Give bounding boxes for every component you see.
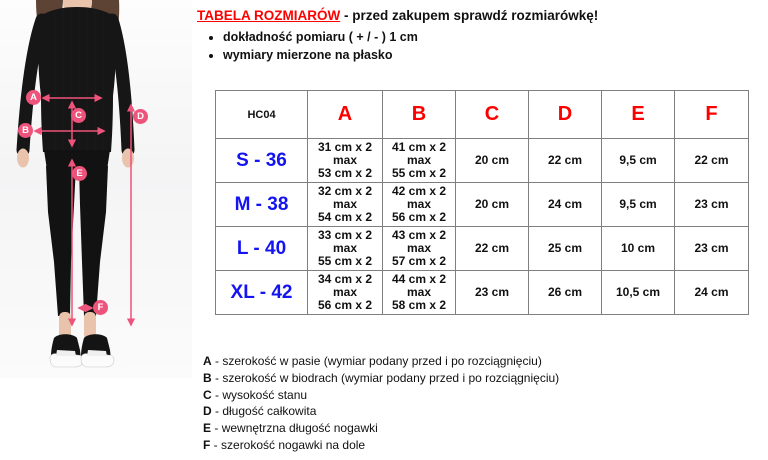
column-letter-f: F: [675, 91, 749, 139]
table-row: [216, 139, 749, 183]
value-cell-e: [602, 271, 675, 315]
column-letter-e: E: [602, 91, 675, 139]
cell-line: 23 cm: [694, 241, 729, 255]
cell-line: 53 cm x 2: [317, 166, 373, 180]
header-bullets: [197, 30, 762, 62]
size-table-wrap: [215, 90, 749, 315]
measure-badge-d: D: [133, 109, 148, 124]
model-photo: [0, 0, 192, 378]
legend-row-f: [203, 437, 559, 454]
cell-line: 22 cm: [547, 153, 583, 167]
cell-line: max: [406, 241, 432, 255]
size-table: [215, 90, 749, 315]
legend-desc: szerokość nogawki na dole: [221, 437, 366, 452]
legend-separator: -: [211, 404, 223, 419]
value-cell-d: [529, 271, 602, 315]
cell-line: 20 cm: [474, 197, 510, 211]
value-cell-b: [383, 139, 456, 183]
value-cell-e: [602, 183, 675, 227]
value-cell-c: [456, 271, 529, 315]
value-cell-f: [675, 139, 749, 183]
value-cell-d: [529, 183, 602, 227]
value-cell-a: [308, 227, 383, 271]
cell-line: 26 cm: [547, 285, 583, 299]
legend-letter: B: [203, 370, 212, 385]
legend-separator: -: [211, 354, 223, 368]
table-head: [216, 91, 749, 139]
column-letter-c: C: [456, 91, 529, 139]
value-cell-a: [308, 139, 383, 183]
cell-line: 42 cm x 2: [391, 184, 447, 198]
table-row: [216, 227, 749, 271]
cell-line: 43 cm x 2: [391, 228, 447, 242]
model-code-cell: HC04: [216, 91, 308, 139]
cell-line: 23 cm: [694, 197, 729, 211]
value-cell-f: [675, 227, 749, 271]
cell-line: 10 cm: [620, 241, 656, 255]
cell-line: max: [406, 285, 432, 299]
cell-line: 22 cm: [694, 153, 729, 167]
cell-line: 55 cm x 2: [391, 166, 447, 180]
column-letter-a: A: [308, 91, 383, 139]
column-letter-d: D: [529, 91, 602, 139]
legend-row-e: [203, 420, 559, 437]
legend-letter: F: [203, 437, 211, 452]
header: [197, 8, 762, 66]
cell-line: 41 cm x 2: [391, 140, 447, 154]
value-cell-b: [383, 271, 456, 315]
size-label-cell: M - 38: [216, 183, 308, 227]
cell-line: 9,5 cm: [619, 153, 657, 167]
cell-line: 54 cm x 2: [317, 210, 373, 224]
legend-separator: -: [210, 437, 222, 452]
cell-line: max: [332, 285, 358, 299]
legend-row-b: [203, 370, 559, 387]
legend-row-a: [203, 353, 559, 370]
legend-desc: szerokość w biodrach (wymiar podany przed i po rozciągnięciu): [222, 370, 560, 385]
legend-desc: długość całkowita: [222, 404, 317, 419]
cell-line: 20 cm: [474, 153, 510, 167]
legend-separator: -: [211, 387, 223, 402]
page-title-suffix: - przed zakupem sprawdź rozmiarówkę!: [340, 8, 599, 23]
measure-badge-f: F: [93, 300, 108, 315]
size-label-cell: L - 40: [216, 227, 308, 271]
bullet-accuracy: • dokładność pomiaru ( + / - ) 1 cm: [223, 30, 762, 44]
page-title: [197, 8, 762, 23]
cell-line: 24 cm: [694, 285, 729, 299]
value-cell-b: [383, 183, 456, 227]
legend-separator: -: [211, 370, 223, 385]
legend-row-c: [203, 387, 559, 404]
size-label-cell: XL - 42: [216, 271, 308, 315]
page-title-accent: TABELA ROZMIARÓW: [197, 8, 341, 23]
table-row: [216, 271, 749, 315]
size-label-cell: S - 36: [216, 139, 308, 183]
table-body: [216, 139, 749, 315]
measure-badge-e: E: [72, 166, 87, 181]
cell-line: max: [406, 153, 432, 167]
cell-line: max: [332, 197, 358, 211]
cell-line: max: [406, 197, 432, 211]
legend-letter: C: [203, 387, 212, 402]
model-figure-illustration: [0, 0, 192, 378]
legend-desc: wewnętrzna długość nogawki: [221, 421, 378, 436]
cell-line: 9,5 cm: [619, 197, 657, 211]
value-cell-a: [308, 271, 383, 315]
cell-line: 34 cm x 2: [317, 272, 373, 286]
value-cell-e: [602, 139, 675, 183]
cell-line: 33 cm x 2: [317, 228, 373, 242]
cell-line: 24 cm: [547, 197, 583, 211]
cell-line: max: [332, 241, 358, 255]
measure-badge-b: B: [18, 123, 33, 138]
cell-line: 10,5 cm: [615, 285, 661, 299]
bullet-flat-measure: • wymiary mierzone na płasko: [223, 48, 762, 62]
legend-letter: E: [203, 421, 212, 436]
value-cell-b: [383, 227, 456, 271]
cell-line: 56 cm x 2: [317, 298, 373, 312]
measurement-legend: [203, 353, 559, 454]
value-cell-f: [675, 183, 749, 227]
column-letter-b: B: [383, 91, 456, 139]
value-cell-c: [456, 183, 529, 227]
cell-line: 44 cm x 2: [391, 272, 447, 286]
cell-line: 31 cm x 2: [317, 140, 373, 154]
cell-line: 22 cm: [474, 241, 510, 255]
cell-line: 25 cm: [547, 241, 583, 255]
cell-line: 58 cm x 2: [391, 298, 447, 312]
cell-line: max: [332, 153, 358, 167]
legend-row-d: [203, 403, 559, 420]
value-cell-a: [308, 183, 383, 227]
measure-badge-a: A: [26, 90, 41, 105]
table-header-row: [216, 91, 749, 139]
legend-letter: D: [203, 404, 212, 419]
value-cell-c: [456, 139, 529, 183]
cell-line: 57 cm x 2: [391, 254, 447, 268]
cell-line: 23 cm: [474, 285, 510, 299]
cell-line: 56 cm x 2: [391, 210, 447, 224]
value-cell-e: [602, 227, 675, 271]
legend-separator: -: [211, 421, 222, 436]
value-cell-d: [529, 139, 602, 183]
legend-desc: wysokość stanu: [222, 387, 308, 402]
value-cell-c: [456, 227, 529, 271]
cell-line: 32 cm x 2: [317, 184, 373, 198]
legend-desc: szerokość w pasie (wymiar podany przed i po rozciągnięciu): [222, 354, 542, 368]
value-cell-f: [675, 271, 749, 315]
value-cell-d: [529, 227, 602, 271]
table-row: [216, 183, 749, 227]
legend-letter: A: [203, 354, 212, 368]
cell-line: 55 cm x 2: [317, 254, 373, 268]
measure-badge-c: C: [71, 108, 86, 123]
